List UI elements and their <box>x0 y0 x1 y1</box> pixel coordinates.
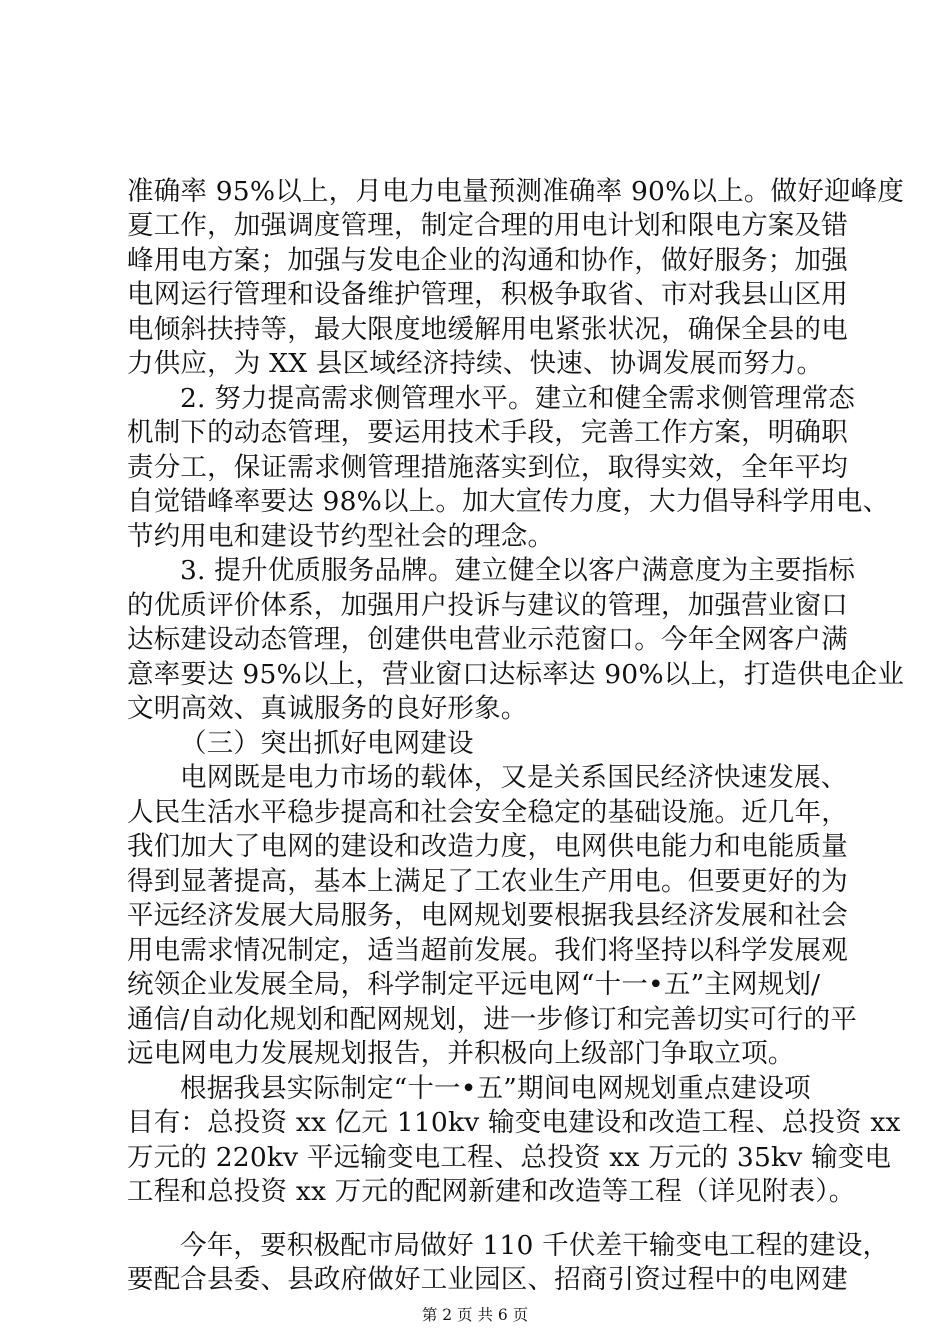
text-line: 意率要达 95%以上，营业窗口达标率达 90%以上，打造供电企业 <box>127 659 905 690</box>
text-line: 峰用电方案；加强与发电企业的沟通和协作，做好服务；加强 <box>127 245 848 276</box>
text-line: 准确率 95%以上，月电力电量预测准确率 90%以上。做好迎峰度 <box>127 176 905 207</box>
text-line: 通信/自动化规划和配网规划，进一步修订和完善切实可行的平 <box>127 1004 858 1035</box>
text-line: 统领企业发展全局，科学制定平远电网“十一•五”主网规划/ <box>127 969 821 1000</box>
text-line: 得到显著提高，基本上满足了工农业生产用电。但要更好的为 <box>127 866 848 897</box>
text-line: 文明高效、真诚服务的良好形象。 <box>127 693 528 724</box>
text-line: 要配合县委、县政府做好工业园区、招商引资过程中的电网建 <box>127 1264 848 1295</box>
paragraph-first-line: 今年，要积极配市局做好 110 千伏差干输变电工程的建设， <box>180 1230 890 1261</box>
text-line: 达标建设动态管理，创建供电营业示范窗口。今年全网客户满 <box>127 624 848 655</box>
paragraph-first-line: 根据我县实际制定“十一•五”期间电网规划重点建设项 <box>180 1073 811 1104</box>
paragraph-first-line: 3. 提升优质服务品牌。建立健全以客户满意度为主要指标 <box>180 555 856 586</box>
paragraph-first-line: 电网既是电力市场的载体，又是关系国民经济快速发展、 <box>180 762 848 793</box>
text-line: 平远经济发展大局服务，电网规划要根据我县经济发展和社会 <box>127 900 848 931</box>
text-line: 我们加大了电网的建设和改造力度，电网供电能力和电能质量 <box>127 831 848 862</box>
text-line: 远电网电力发展规划报告，并积极向上级部门争取立项。 <box>127 1038 795 1069</box>
text-line: 责分工，保证需求侧管理措施落实到位，取得实效，全年平均 <box>127 452 848 483</box>
page-footer: 第 2 页 共 6 页 <box>421 1306 529 1324</box>
text-line: 工程和总投资 xx 万元的配网新建和改造等工程（详见附表）。 <box>127 1176 856 1207</box>
text-line: 目有：总投资 xx 亿元 110kv 输变电建设和改造工程、总投资 xx <box>127 1107 901 1138</box>
text-line: 万元的 220kv 平远输变电工程、总投资 xx 万元的 35kv 输变电 <box>127 1142 892 1173</box>
text-line: 节约用电和建设节约型社会的理念。 <box>127 521 555 552</box>
text-line: 电网运行管理和设备维护管理，积极争取省、市对我县山区用 <box>127 279 848 310</box>
text-line: 人民生活水平稳步提高和社会安全稳定的基础设施。近几年， <box>127 797 848 828</box>
text-line: 力供应，为 XX 县区域经济持续、快速、协调发展而努力。 <box>127 348 824 379</box>
section-heading: （三）突出抓好电网建设 <box>180 728 474 759</box>
text-line: 自觉错峰率要达 98%以上。加大宣传力度，大力倡导科学用电、 <box>127 486 890 517</box>
text-line: 用电需求情况制定，适当超前发展。我们将坚持以科学发展观 <box>127 935 848 966</box>
text-line: 机制下的动态管理，要运用技术手段，完善工作方案，明确职 <box>127 417 848 448</box>
text-line: 电倾斜扶持等，最大限度地缓解用电紧张状况，确保全县的电 <box>127 314 848 345</box>
text-line: 的优质评价体系，加强用户投诉与建议的管理，加强营业窗口 <box>127 590 848 621</box>
text-line: 夏工作，加强调度管理，制定合理的用电计划和限电方案及错 <box>127 210 848 241</box>
paragraph-first-line: 2. 努力提高需求侧管理水平。建立和健全需求侧管理常态 <box>180 383 856 414</box>
